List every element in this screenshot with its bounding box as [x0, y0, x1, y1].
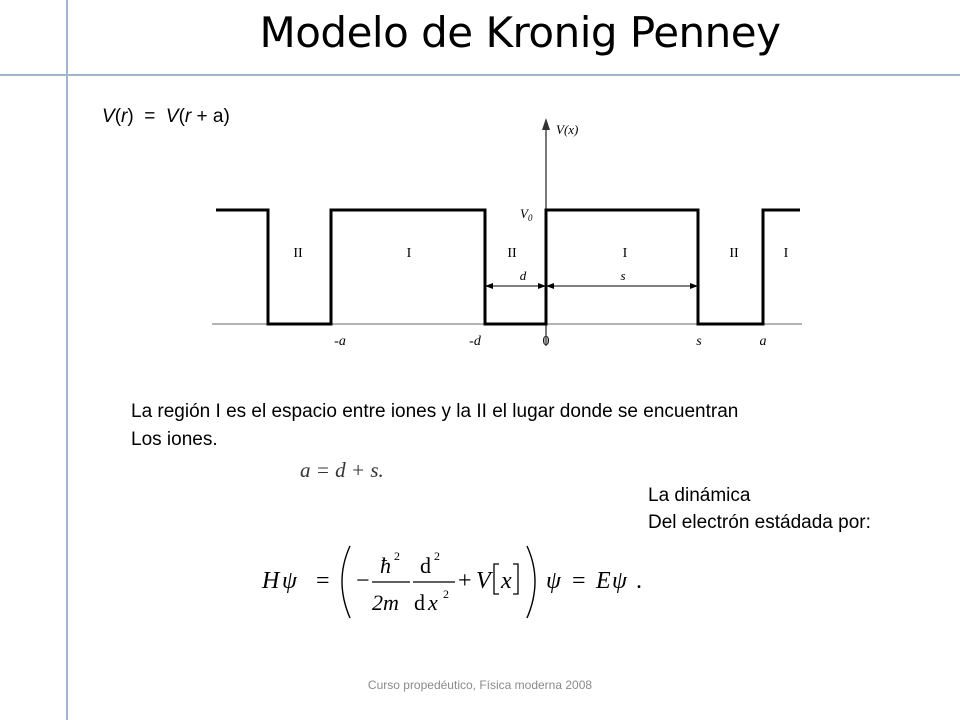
- eq-plus: +: [458, 568, 472, 594]
- eq-potential-v: V: [476, 568, 491, 594]
- dynamics-line: Del electrón estádada por:: [648, 512, 871, 533]
- x-tick-label: -d: [469, 334, 481, 349]
- top-guide-line: [0, 74, 960, 76]
- eq-d-top: d: [420, 553, 431, 578]
- eq-hbar: ħ: [380, 553, 391, 578]
- periodicity-rhs-tail: + a: [196, 106, 224, 127]
- eq-equals-right: =: [572, 568, 586, 594]
- eq-period: .: [636, 568, 642, 594]
- y-axis-label: V(x): [556, 122, 579, 137]
- x-tick-label: s: [696, 334, 702, 349]
- y-axis-arrowhead: [542, 118, 550, 130]
- region-label: I: [783, 246, 789, 261]
- potential-level-subscript: 0: [527, 213, 533, 223]
- eq-psi-right: ψ: [612, 568, 627, 594]
- eq-bracket-x: x: [501, 568, 512, 594]
- footer-text: Curso propedéutico, Física moderna 2008: [367, 678, 593, 692]
- x-tick-label: -a: [334, 334, 346, 349]
- region-label: I: [406, 246, 412, 261]
- region-description-line: Los iones.: [131, 429, 218, 450]
- eq-d-top-square: 2: [434, 549, 440, 563]
- dynamics-caption: [648, 482, 871, 536]
- schrodinger-equation: [250, 536, 670, 626]
- eq-left-paren: [342, 546, 350, 618]
- periodicity-lhs-r: r: [121, 106, 128, 127]
- lattice-relation: a = d + s.: [300, 458, 384, 482]
- slide-title: Modelo de Kronig Penney: [259, 8, 781, 57]
- dynamics-line: La dinámica: [648, 485, 751, 506]
- eq-equals-left: =: [316, 568, 330, 594]
- kronig-penney-potential-diagram: [200, 110, 820, 360]
- interval-label-d: d: [519, 268, 527, 283]
- eq-left-bracket: [494, 564, 499, 594]
- interval-label-s: s: [620, 268, 626, 283]
- eq-x-bottom: x: [428, 590, 438, 615]
- eq-d-bottom: d: [414, 590, 425, 615]
- eq-psi-left: ψ: [282, 568, 297, 594]
- eq-right-bracket: [513, 564, 518, 594]
- periodicity-equals: =: [144, 106, 156, 127]
- eq-right-paren: [527, 546, 535, 618]
- region-label: II: [507, 246, 517, 261]
- periodicity-lhs-v: V: [102, 106, 115, 127]
- periodicity-rhs-r: r: [184, 106, 192, 127]
- region-label: II: [293, 246, 303, 261]
- eq-hamiltonian: H: [262, 568, 280, 594]
- region-description: [131, 398, 931, 454]
- x-tick-label: a: [759, 334, 767, 349]
- region-label: II: [729, 246, 739, 261]
- eq-hbar-square: 2: [394, 549, 400, 563]
- periodicity-rhs-v: V: [165, 106, 179, 127]
- potential-level-symbol: V: [520, 206, 528, 221]
- eq-minus: −: [356, 568, 370, 594]
- eq-psi-middle: ψ: [546, 568, 561, 594]
- eq-x-bottom-square: 2: [443, 587, 449, 601]
- periodicity-condition: V(r) = V(r + a): [102, 106, 230, 127]
- potential-level-label: [520, 206, 533, 223]
- eq-two-m: 2m: [372, 590, 399, 615]
- region-description-line: La región I es el espacio entre iones y la II el lugar donde se encuentran: [131, 401, 739, 422]
- eq-energy: E: [596, 568, 611, 594]
- potential-square-wave: [216, 210, 800, 324]
- left-guide-line: [66, 0, 68, 720]
- x-tick-label: 0: [542, 334, 550, 349]
- region-label: I: [622, 246, 628, 261]
